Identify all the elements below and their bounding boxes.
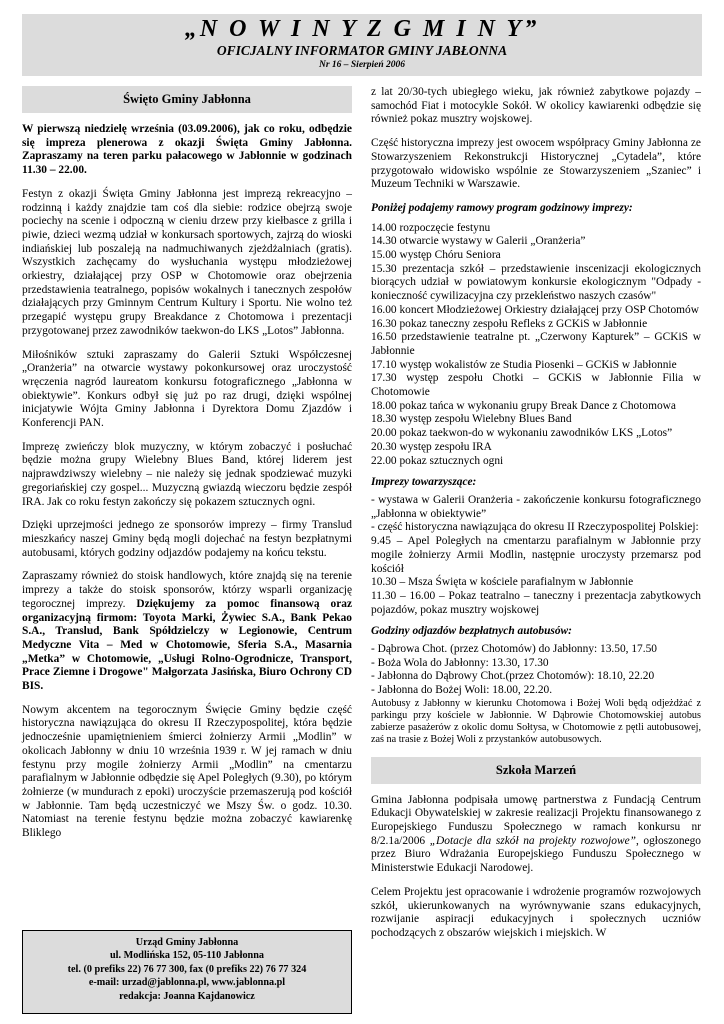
program-list [371, 222, 701, 469]
bus-note: Autobusy z Jabłonny w kierunku Chotomowa i Bożej Woli będą odjeżdżać z parkingu przy kościele w Jabłonnie. W Dąbrowie Chotomowskiej autobus zabierze pasażerów z okolic domu Sołtysa, w Chotomowie z pętli autobusowej, zaś na trasie z Bożej Woli z przystanków autobusowych. [371, 697, 701, 746]
accompanying-item: - część historyczna nawiązująca do okresu II Rzeczypospolitej Polskiej: [371, 521, 699, 534]
office-address: ul. Modlińska 152, 05-110 Jabłonna [110, 950, 264, 962]
paragraph-part: Gmina Jabłonna podpisała umowę partnerstwa z Fundacją Centrum Edukacji Obywatelskiej w zakresie realizacji Projektu finansowanego z Europejskiego Funduszu Społecznego w ramach konkursu nr 8/2.1a/2006 [371, 793, 701, 847]
program-item: 22.00 pokaz sztucznych ogni [371, 454, 504, 467]
accompanying-item: 10.30 – Msza Święta w kościele parafialnym w Jabłonnie [371, 576, 634, 589]
right-column [371, 86, 701, 941]
paragraph: Celem Projektu jest opracowanie i wdrożenie programów rozwojowych szkół, ukierunkowanych na wyrównywanie szans edukacyjnych, rozwijanie aspiracji edukacyjnych i społecznych uczniów pochodzących z obszarów wiejskich i miejskich. W [371, 885, 701, 939]
office-email: e-mail: urzad@jablonna.pl, www.jablonna.pl [88, 977, 286, 989]
program-item: 16.30 pokaz taneczny zespołu Refleks z GCKiS w Jabłonnie [371, 317, 648, 330]
paragraph: Część historyczna imprezy jest owocem współpracy Gminy Jabłonna ze Stowarzyszeniem Rekonstrukcji Historycznej „Cytadela”, które przygotowało widowisko wspólnie ze Stowarzyszeniem „Szaniec” i Muzeum Techniki w Warszawie. [371, 137, 701, 191]
paragraph: Miłośników sztuki zapraszamy do Galerii Sztuki Współczesnej „Oranżeria” na otwarcie wystawy pokonkursowej oraz uroczystość wręczenia nagród laureatom konkursu fotograficznego „Jabłonna w obiektywie”. Konkurs odbył się już po raz drugi, dzięki wspólnej inicjatywie Wójta Gminy Jabłonna i Dyrektora Domu Zjazdów i Konferencji PAN. [22, 348, 352, 430]
masthead [22, 14, 702, 76]
program-heading: Poniżej podajemy ramowy program godzinowy imprezy: [371, 201, 633, 214]
program-item: 18.30 występ zespołu Wielebny Blues Band [371, 413, 572, 426]
program-item: 16.00 koncert Młodzieżowej Orkiestry działającej przy OSP Chotomów [371, 303, 699, 316]
office-phone: tel. (0 prefiks 22) 76 77 300, fax (0 prefiks 22) 76 77 324 [67, 963, 307, 975]
paragraph [371, 794, 701, 876]
program-item: 14.00 rozpoczęcie festynu [371, 221, 491, 234]
left-column [22, 86, 352, 851]
program-item: 17.30 występ zespołu Chotki – GCKiS w Jabłonnie Filia w Chotomowie [371, 372, 701, 399]
accompanying-heading: Imprezy towarzyszące: [371, 476, 477, 489]
paragraph: Nowym akcentem na tegorocznym Święcie Gminy będzie część historyczna nawiązująca do okresu II Rzeczypospolitej, która będzie jednocześnie upamiętnieniem śmierci żołnierzy Armii „Modlin” w okolicach Jabłonny w dniu 10 września 1939 r. W jej ramach w dniu festynu przy mogile żołnierzy Armii „Modlin” na cmentarzu parafialnym w Jabłonnie odbędzie się Apel Poległych (9.30), po którym żołnierze (w mundurach z epoki) uroczyście przemaszerują pod kościół w Jabłonnie. Tam będą uczestniczyć we Mszy Św. o godz. 10.30. Natomiast na terenie festynu będzie można zobaczyć kawiarenkę Bliklego [22, 703, 352, 840]
project-title: „Dotacje dla szkół na projekty rozwojowe” [429, 834, 636, 847]
accompanying-item: - wystawa w Galerii Oranżeria - zakończenie konkursu fotograficznego „Jabłonna w obiektywie” [371, 493, 701, 520]
accompanying-item: 11.30 – 16.00 – Pokaz teatralno – taneczny i prezentacja zabytkowych pojazdów, pokaz musztry wojskowej [371, 589, 701, 616]
bus-item: - Boża Wola do Jabłonny: 13.30, 17.30 [371, 656, 549, 669]
section-heading-swieto: Święto Gminy Jabłonna [22, 86, 352, 113]
program-item: 20.00 pokaz taekwon-do w wykonaniu zawodników LKS „Lotos” [371, 427, 673, 440]
paragraph: z lat 20/30-tych ubiegłego wieku, jak również zabytkowe pojazdy – samochód Fiat i motocykle Sokół. W okolicy kawiarenki odbędzie się również pokaz musztry wojskowej. [371, 86, 701, 126]
program-item: 20.30 występ zespołu IRA [371, 440, 492, 453]
office-name: Urząd Gminy Jabłonna [135, 937, 239, 948]
bus-item: - Jabłonna do Bożej Woli: 18.00, 22.20. [371, 684, 553, 697]
program-item: 15.30 prezentacja szkół – przedstawienie inscenizacji ekologicznych biorących udział w powiatowym konkursie ekologicznym "Odpady - konieczność cywilizacyjna czy przekleństwo naszych czasów" [371, 262, 701, 303]
program-item: 16.50 przedstawienie teatralne pt. „Czerwony Kapturek” – GCKiS w Jabłonnie [371, 331, 701, 357]
sponsors-intro: Zapraszamy również do stoisk handlowych, które znajdą się na terenie imprezy a także do stoisk sponsorów, którzy wsparli organizację tegorocznej imprezy. [22, 570, 352, 610]
accompanying-item: 9.45 – Apel Poległych na cmentarzu parafialnym w Jabłonnie przy mogile żołnierzy Armii Modlin, następnie uroczysty przemarsz pod kościół [371, 535, 701, 575]
sponsors-paragraph [22, 570, 352, 693]
program-item: 17.10 występ wokalistów ze Studia Piosenki – GCKiS w Jabłonnie [371, 358, 677, 371]
program-item: 15.00 występ Chóru Seniora [371, 249, 501, 262]
section-heading-szkola: Szkoła Marzeń [371, 757, 701, 784]
lead-paragraph: W pierwszą niedzielę września (03.09.2006), jak co roku, odbędzie się impreza plenerowa z okazji Święta Gminy Jabłonna. Zapraszamy na teren parku pałacowego w Jabłonnie w godzinach 11.30 – 22.00. [22, 123, 352, 177]
editor: redakcja: Joanna Kajdanowicz [119, 990, 255, 1002]
paragraph: Dzięki uprzejmości jednego ze sponsorów imprezy – firmy Translud mieszkańcy naszej Gminy będą mogli dojechać na festyn bezpłatnymi autobusami, których godziny odjazdów podajemy na końcu tekstu. [22, 519, 352, 559]
paragraph: Imprezę zwieńczy blok muzyczny, w którym zobaczyć i posłuchać będzie można grupy Wielebny Blues Band, której liderem jest najprawdziwszy wielebny – nie należy się jednak spodziewać muzyki gregoriańskiej czy gospel... Muzyczną gwiazdą wieczoru będzie zespół IRA. Jak co roku festyn zakończy się pokazem sztucznych ogni. [22, 440, 352, 508]
bus-list [371, 643, 701, 698]
program-item: 18.00 pokaz tańca w wykonaniu grupy Break Dance z Chotomowa [371, 399, 676, 412]
issue-number: Nr 16 – Sierpień 2006 [318, 60, 406, 70]
bus-item: - Jabłonna do Dąbrowy Chot.(przez Chotomów): 18.10, 22.20 [371, 670, 655, 683]
newsletter-subtitle: OFICJALNY INFORMATOR GMINY JABŁONNA [216, 43, 508, 58]
contact-box [22, 930, 352, 1014]
paragraph: Festyn z okazji Święta Gminy Jabłonna jest imprezą rekreacyjno – rodzinną i każdy znajdzie tam coś dla siebie: rodzice obejrzą swoje pociechy na scenie i odpoczną w cieniu drzew przy kiełbasce z grilla i piwie, dzieci wezmą udział w konkursach sportowych, zajrzą do wioski indiańskiej lub poszaleją na nadmuchiwanych zjeżdżalniach (gratis). Wszystkich zachęcamy do wysłuchania występu młodzieżowej orkiestry, działającej przy OSP w Chotomowie oraz obejrzenia przedstawienia teatralnego, popisów wokalnych i tanecznych zespołów działających przy Gminnym Centrum Kultury i Sportu. Nie wolno też przegapić występu grupy Breakdance z Chotomowa i prezentacji przygotowanej przez zawodników taekwon-do LKS „Lotos” Jabłonna. [22, 187, 352, 337]
sponsors-list: Dziękujemy za pomoc finansową oraz organizacyjną firmom: Toyota Marki, Żywiec S.A., Bank Pekao S.A., Translud, Bank Spółdzielczy w Legionowie, Centrum Medyczne Vita – Med w Chotomowie, Sferia S.A., Masarnia „Metka” w Chotomowie, „Usługi Rolno-Ogrodnicze, Transport, Prace Ziemne i Drogowe" Małgorzata Jasińska, Biuro Ochrony CD BIS. [22, 597, 352, 693]
bus-item: - Dąbrowa Chot. (przez Chotomów) do Jabłonny: 13.50, 17.50 [371, 643, 657, 656]
paragraph-part: , ogłoszonego przez Biuro Wdrażania Europejskiego Funduszu Społecznego w Ministerstwie Edukacji Narodowej. [371, 834, 701, 875]
program-item: 14.30 otwarcie wystawy w Galerii „Oranżeria” [371, 235, 586, 248]
bus-heading: Godziny odjazdów bezpłatnych autobusów: [371, 625, 572, 638]
accompanying-list [371, 494, 701, 617]
newsletter-title: „N O W I N Y Z G M I N Y” [184, 16, 540, 42]
